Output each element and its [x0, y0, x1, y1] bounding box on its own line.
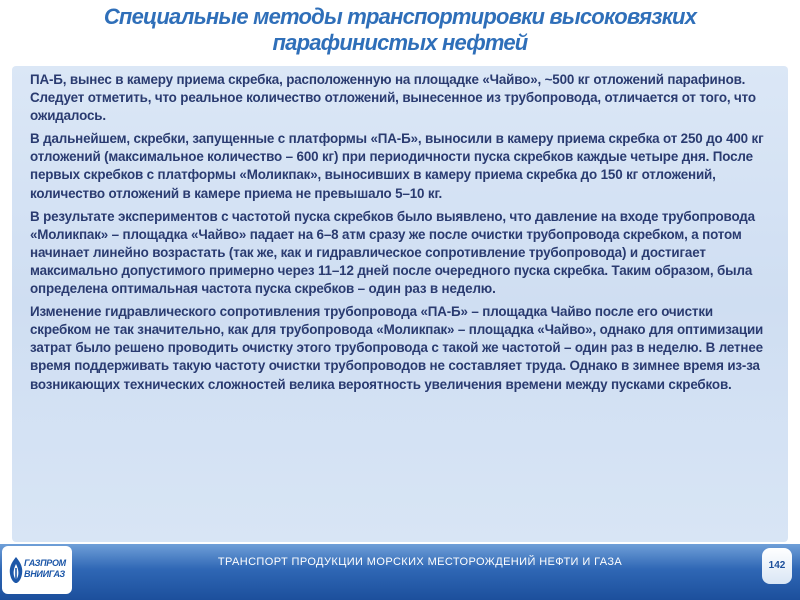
- logo-text: [24, 558, 66, 580]
- paragraph: В дальнейшем, скребки, запущенные с платформы «ПА-Б», выносили в камеру приема скребка от 250 до 400 кг отложений (максимальное количество – 600 кг) при периодичности пуска скребков каждые четыре дня. После первых скребков с платформы «Моликпак», выносивших в камеру приема скребка до 150 кг отложений, количество отложений в камере приема не превышало 5–10 кг.: [30, 131, 764, 201]
- paragraph: В результате экспериментов с частотой пуска скребков было выявлено, что давление на входе трубопровода «Моликпак» – площадка «Чайво» падает на 6–8 атм сразу же после очистки трубопровода скребком, а потом начинает линейно возрастать (так же, как и гидравлическое сопротивление трубопровода) и достигает максимально допустимого примерно через 11–12 дней после очередного пуска скребка. Таким образом, была определена оптимальная частота пуска скребков – один раз в неделю.: [30, 208, 755, 297]
- gazprom-flame-icon: [8, 556, 24, 584]
- slide-title-line2: парафинистых нефтей: [272, 30, 528, 55]
- paragraph: ПА-Б, вынес в камеру приема скребка, расположенную на площадке «Чайво», ~500 кг отложений парафинов. Следует отметить, что реальное количество отложений, вынесенное из трубопровода, отличается от того, что ожидалось.: [30, 72, 756, 124]
- paragraph: Изменение гидравлического сопротивления трубопровода «ПА-Б» – площадка Чайво после его очистки скребком не так значительно, как для трубопровода «Моликпак» – площадка «Чайво», однако для оптимизации затрат было решено проводить очистку этого трубопровода с такой же частотой – один раз в неделю. В летнее время поддерживать такую частоту очистки трубопроводов не составляет труда. Однако в зимнее время из-за возникающих технических сложностей велика вероятность увеличения времени между пусками скребков.: [30, 304, 764, 392]
- footer-bar: [0, 544, 800, 600]
- logo-line1: ГАЗПРОМ: [24, 558, 66, 568]
- logo-line2: ВНИИГАЗ: [24, 569, 65, 579]
- slide-title-line1: Специальные методы транспортировки высоковязких: [103, 4, 697, 29]
- company-logo: [2, 546, 72, 594]
- page-number: 142: [762, 548, 792, 584]
- footer-caption: ТРАНСПОРТ ПРОДУКЦИИ МОРСКИХ МЕСТОРОЖДЕНИЙ НЕФТИ И ГАЗА: [217, 556, 623, 568]
- content-panel: [12, 66, 788, 542]
- slide-title: [30, 4, 770, 56]
